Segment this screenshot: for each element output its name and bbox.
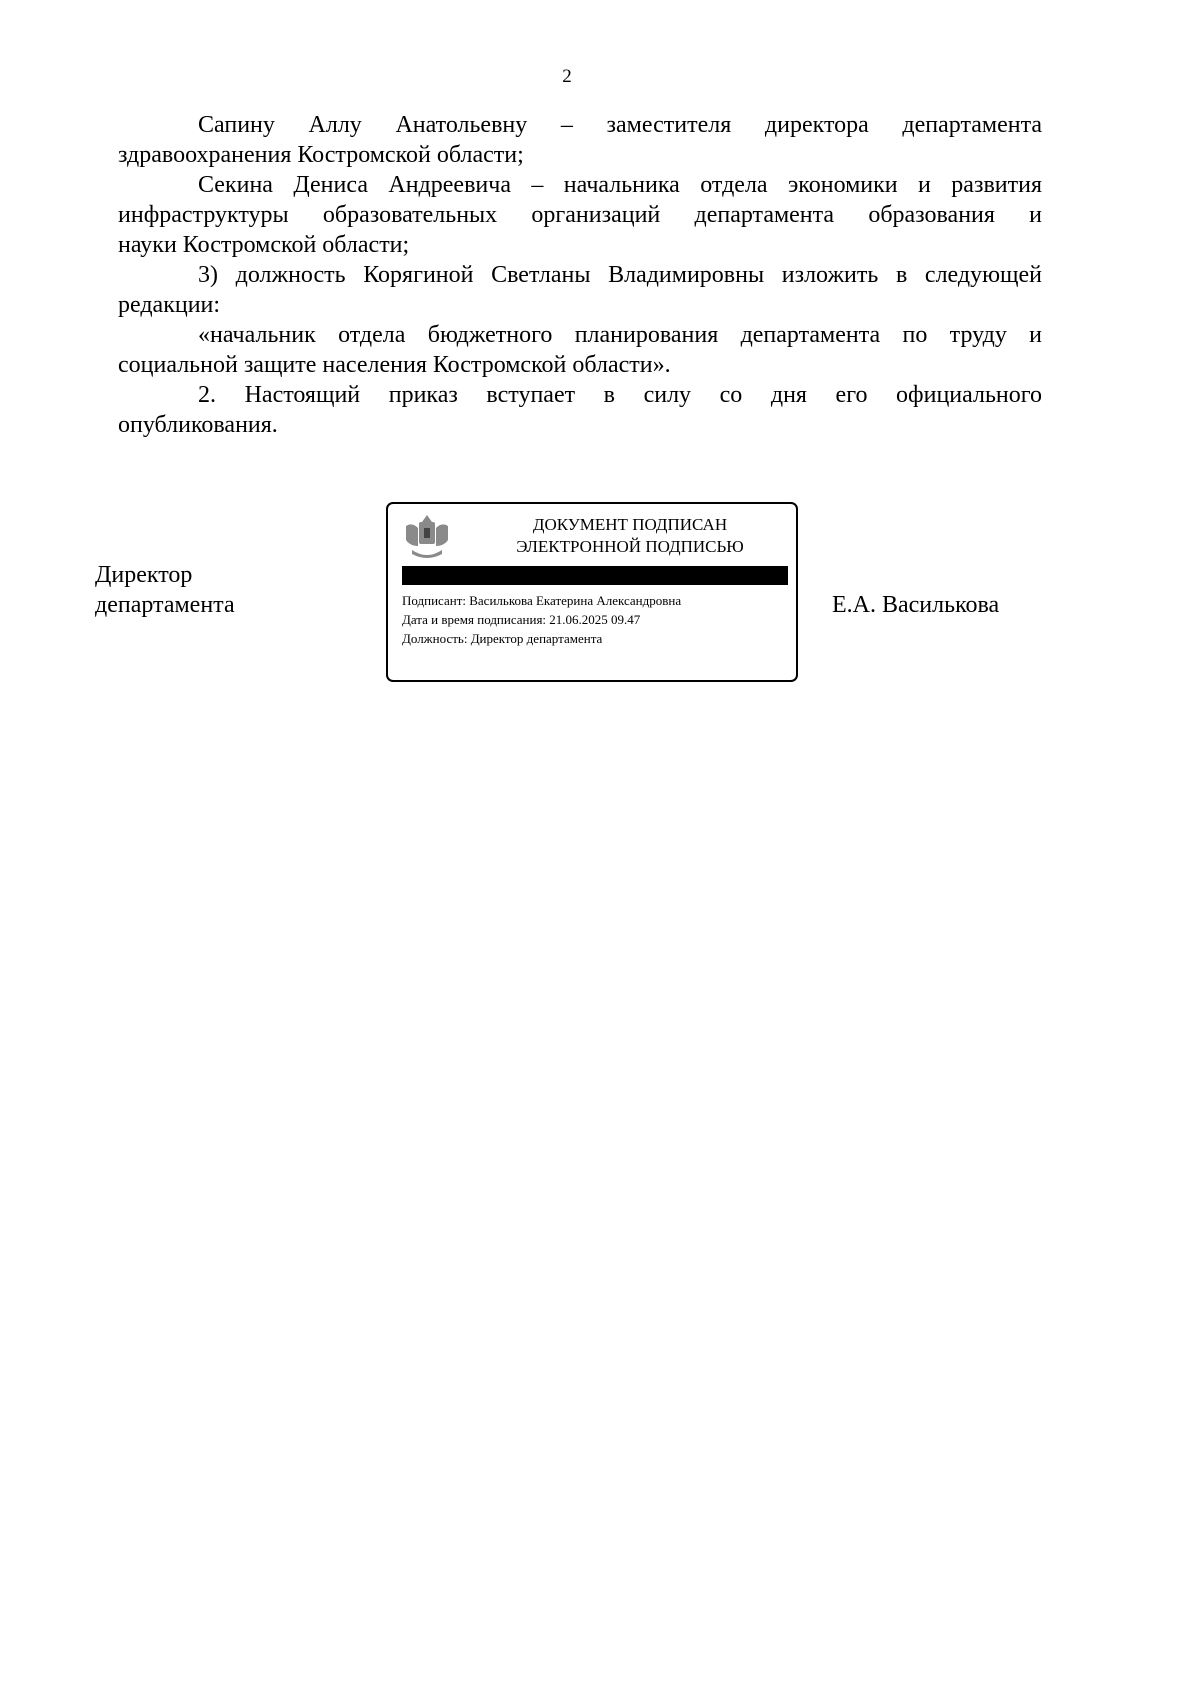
text-line: 2. Настоящий приказ вступает в силу со дня его официального [198,382,1042,408]
text-line: 3) должность Корягиной Светланы Владимировны изложить в следующей [198,262,1042,288]
stamp-signer: Подписант: Василькова Екатерина Александровна [402,593,682,608]
paragraph [118,110,1042,170]
text-line: науки Костромской области; [118,232,410,258]
electronic-signature-stamp [386,502,798,682]
text-line: опубликования. [118,412,278,438]
document-body [118,110,1042,440]
paragraph [118,170,1042,260]
position-line: департамента [95,592,235,618]
text-line: «начальник отдела бюджетного планирования департамента по труду и [198,322,1042,348]
stamp-info [402,591,681,648]
page-number: 2 [562,66,572,87]
stamp-title [480,514,780,558]
text-line: инфраструктуры образовательных организаций департамента образования и [118,202,1042,228]
text-line: здравоохранения Костромской области; [118,142,524,168]
stamp-datetime: Дата и время подписания: 21.06.2025 09.47 [402,612,641,627]
coat-of-arms-icon [402,512,452,562]
position-line: Директор [95,562,193,588]
stamp-title-line: ЭЛЕКТРОННОЙ ПОДПИСЬЮ [516,537,744,556]
text-line: редакции: [118,292,221,318]
text-line: Сапину Аллу Анатольевну – заместителя директора департамента [198,112,1042,138]
paragraph [118,320,1042,380]
paragraph [118,380,1042,440]
stamp-title-line: ДОКУМЕНТ ПОДПИСАН [532,515,728,534]
text-line: Секина Дениса Андреевича – начальника отдела экономики и развития [198,172,1042,198]
signatory-name: Е.А. Василькова [832,592,1000,618]
paragraph [118,260,1042,320]
certificate-bar [402,566,788,585]
stamp-position: Должность: Директор департамента [402,631,603,646]
signatory-position [95,560,235,620]
text-line: социальной защите населения Костромской области». [118,352,671,378]
